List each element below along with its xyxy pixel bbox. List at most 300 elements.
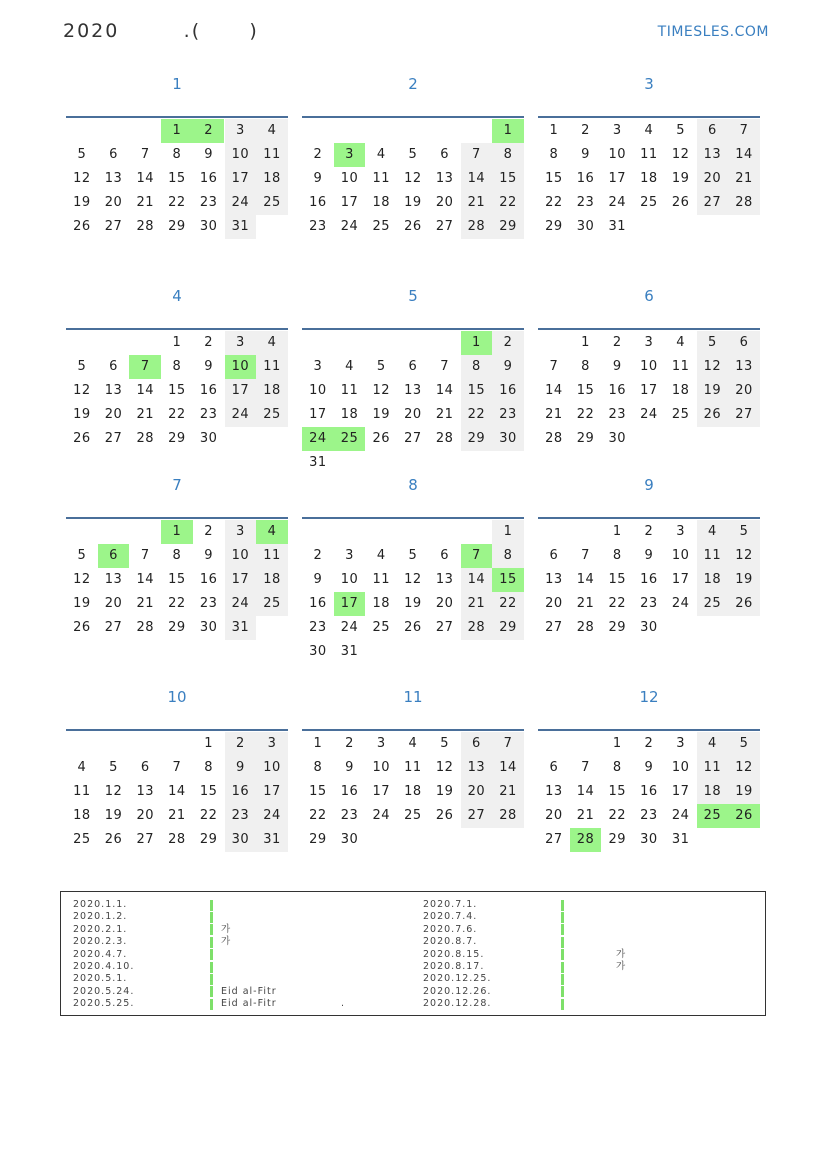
holiday-name: 가 (221, 936, 232, 948)
month-header-rule (302, 116, 524, 118)
day-cell: 23 (199, 407, 218, 422)
month-header-rule (538, 116, 760, 118)
day-cell: 31 (256, 828, 288, 852)
holiday-marker (210, 986, 213, 997)
holiday-marker (561, 912, 564, 923)
day-cell: 17 (225, 379, 257, 403)
day-cell: 9 (313, 572, 323, 587)
day-cell: 5 (77, 359, 87, 374)
holiday-marker (561, 949, 564, 960)
day-cell: 21 (545, 407, 563, 422)
day-cell: 17 (309, 407, 327, 422)
day-cell: 20 (728, 379, 760, 403)
day-cell: 7 (140, 548, 150, 563)
day-cell: 24 (340, 620, 359, 635)
day-cell: 9 (313, 171, 323, 186)
day-cell: 2 (204, 335, 214, 350)
day-cell: 26 (404, 219, 422, 234)
day-cell: 31 (671, 832, 690, 847)
day-cell: 30 (492, 427, 524, 451)
month-label: 5 (408, 287, 418, 305)
day-cell: 6 (140, 760, 150, 775)
day-cell: 8 (612, 760, 622, 775)
day-cell: 2 (313, 147, 323, 162)
holiday-date: 2020.12.28. (423, 998, 492, 1010)
holiday-date: 2020.7.1. (423, 899, 478, 910)
day-cell: 19 (73, 195, 91, 210)
day-cell: 28 (435, 431, 454, 446)
day-cell: 25 (697, 592, 729, 616)
day-cell: 3 (256, 732, 288, 756)
day-cell: 14 (576, 784, 595, 799)
day-cell: 15 (608, 572, 626, 587)
day-cell: 10 (309, 383, 327, 398)
day-cell: 23 (576, 195, 595, 210)
day-cell: 15 (492, 568, 524, 592)
day-cell: 4 (256, 331, 288, 355)
day-cell: 8 (492, 143, 524, 167)
day-cell: 24 (671, 808, 690, 823)
day-cell: 9 (612, 359, 622, 374)
day-cell: 5 (440, 736, 450, 751)
day-cell: 1 (581, 335, 590, 350)
day-cell: 29 (168, 431, 186, 446)
day-cell: 12 (372, 383, 390, 398)
day-cell: 22 (168, 596, 186, 611)
day-cell: 28 (136, 219, 154, 234)
day-cell: 26 (404, 620, 422, 635)
day-cell: 3 (676, 736, 686, 751)
day-cell: 6 (440, 548, 450, 563)
day-cell: 22 (461, 403, 493, 427)
day-cell: 18 (256, 379, 288, 403)
holiday-marker (210, 924, 213, 935)
day-cell: 26 (73, 431, 91, 446)
holiday-date: 2020.7.6. (423, 923, 478, 935)
day-cell: 14 (461, 568, 493, 592)
day-cell: 9 (345, 760, 354, 775)
day-cell: 20 (435, 195, 454, 210)
day-cell: 8 (492, 544, 524, 568)
day-cell: 10 (372, 760, 390, 775)
day-cell: 25 (640, 195, 658, 210)
day-cell: 2 (644, 736, 654, 751)
day-cell: 6 (461, 732, 493, 756)
day-cell: 6 (549, 548, 559, 563)
day-cell: 11 (640, 147, 658, 162)
day-cell: 1 (461, 331, 493, 355)
day-cell: 2 (581, 123, 590, 138)
calendar-title: 2020 .( ) (63, 20, 259, 42)
day-cell: 2 (345, 736, 354, 751)
day-cell: 27 (545, 832, 563, 847)
day-cell: 14 (492, 756, 524, 780)
holiday-date: 2020.4.7. (73, 948, 128, 960)
day-cell: 28 (168, 832, 186, 847)
day-cell: 23 (640, 596, 658, 611)
day-cell: 14 (136, 572, 154, 587)
day-cell: 20 (435, 596, 454, 611)
day-cell: 20 (136, 808, 154, 823)
day-cell: 9 (204, 147, 214, 162)
day-cell: 15 (199, 784, 218, 799)
day-cell: 13 (545, 572, 563, 587)
day-cell: 19 (697, 379, 729, 403)
holiday-date: 2020.8.7. (423, 936, 478, 948)
day-cell: 3 (345, 548, 354, 563)
day-cell: 12 (73, 383, 91, 398)
day-cell: 15 (168, 171, 186, 186)
day-cell: 26 (73, 219, 91, 234)
month-header-rule (538, 328, 760, 330)
day-cell: 2 (193, 119, 225, 143)
day-cell: 20 (545, 808, 563, 823)
day-cell: 3 (225, 520, 257, 544)
day-cell: 17 (372, 784, 390, 799)
day-cell: 26 (697, 403, 729, 427)
day-cell: 27 (728, 403, 760, 427)
day-cell: 19 (73, 407, 91, 422)
day-cell: 18 (256, 568, 288, 592)
day-cell: 10 (340, 171, 359, 186)
day-cell: 10 (608, 147, 626, 162)
day-cell: 20 (404, 407, 422, 422)
holiday-marker (561, 924, 564, 935)
day-cell: 10 (225, 355, 257, 379)
day-cell: 10 (256, 756, 288, 780)
holiday-list (60, 891, 766, 1016)
day-cell: 5 (728, 732, 760, 756)
day-cell: 2 (644, 524, 654, 539)
day-cell: 16 (640, 784, 658, 799)
day-cell: 17 (334, 592, 366, 616)
day-cell: 6 (549, 760, 559, 775)
day-cell: 6 (440, 147, 450, 162)
day-cell: 4 (77, 760, 87, 775)
day-cell: 16 (492, 379, 524, 403)
day-cell: 17 (671, 784, 690, 799)
day-cell: 24 (608, 195, 626, 210)
day-cell: 17 (256, 780, 288, 804)
day-cell: 24 (256, 804, 288, 828)
holiday-date: 2020.7.4. (423, 911, 478, 923)
day-cell: 21 (136, 195, 154, 210)
holiday-name: 가 (221, 923, 232, 935)
day-cell: 3 (376, 736, 386, 751)
day-cell: 10 (340, 572, 359, 587)
day-cell: 13 (104, 171, 123, 186)
day-cell: 6 (408, 359, 418, 374)
day-cell: 25 (671, 407, 690, 422)
day-cell: 7 (581, 548, 590, 563)
day-cell: 24 (302, 427, 334, 451)
holiday-date: 2020.2.3. (73, 936, 128, 948)
day-cell: 16 (576, 171, 595, 186)
month-label: 7 (172, 476, 182, 494)
day-cell: 6 (109, 147, 118, 162)
day-cell: 13 (136, 784, 154, 799)
day-cell: 13 (697, 143, 729, 167)
day-cell: 12 (73, 572, 91, 587)
day-cell: 10 (640, 359, 658, 374)
day-cell: 23 (608, 407, 626, 422)
day-cell: 19 (404, 195, 422, 210)
day-cell: 19 (671, 171, 690, 186)
day-cell: 27 (104, 431, 123, 446)
day-cell: 31 (340, 644, 359, 659)
day-cell: 25 (73, 832, 91, 847)
day-cell: 7 (461, 544, 493, 568)
day-cell: 25 (372, 219, 390, 234)
day-cell: 1 (161, 520, 193, 544)
month-label: 2 (408, 75, 418, 93)
day-cell: 29 (492, 215, 524, 239)
day-cell: 4 (408, 736, 418, 751)
month-label: 10 (167, 688, 187, 706)
day-cell: 16 (199, 171, 218, 186)
day-cell: 14 (136, 383, 154, 398)
day-cell: 15 (608, 784, 626, 799)
day-cell: 21 (728, 167, 760, 191)
day-cell: 11 (340, 383, 359, 398)
day-cell: 27 (104, 219, 123, 234)
day-cell: 1 (492, 520, 524, 544)
day-cell: 16 (309, 195, 327, 210)
day-cell: 25 (697, 804, 729, 828)
day-cell: 14 (545, 383, 563, 398)
day-cell: 12 (728, 756, 760, 780)
day-cell: 15 (168, 572, 186, 587)
day-cell: 31 (309, 455, 327, 470)
holiday-marker (561, 900, 564, 911)
month-header-rule (538, 517, 760, 519)
day-cell: 5 (676, 123, 686, 138)
day-cell: 24 (671, 596, 690, 611)
day-cell: 11 (697, 756, 729, 780)
day-cell: 18 (372, 596, 390, 611)
day-cell: 29 (545, 219, 563, 234)
day-cell: 1 (612, 736, 622, 751)
day-cell: 27 (697, 191, 729, 215)
day-cell: 29 (576, 431, 595, 446)
day-cell: 16 (199, 572, 218, 587)
day-cell: 22 (309, 808, 327, 823)
day-cell: 21 (136, 407, 154, 422)
day-cell: 27 (435, 620, 454, 635)
day-cell: 12 (728, 544, 760, 568)
day-cell: 16 (608, 383, 626, 398)
day-cell: 23 (199, 195, 218, 210)
day-cell: 1 (172, 335, 182, 350)
holiday-date: 2020.12.26. (423, 985, 492, 997)
day-cell: 7 (728, 119, 760, 143)
day-cell: 11 (671, 359, 690, 374)
day-cell: 19 (104, 808, 123, 823)
holiday-marker (210, 999, 213, 1010)
holiday-marker (561, 999, 564, 1010)
holiday-date: 2020.1.2. (73, 911, 128, 923)
holiday-date: 2020.5.25. (73, 998, 135, 1010)
day-cell: 24 (225, 592, 257, 616)
day-cell: 26 (372, 431, 390, 446)
day-cell: 23 (640, 808, 658, 823)
day-cell: 28 (461, 215, 493, 239)
day-cell: 12 (404, 171, 422, 186)
day-cell: 29 (608, 832, 626, 847)
month-label: 9 (644, 476, 654, 494)
day-cell: 11 (372, 171, 390, 186)
day-cell: 5 (408, 147, 418, 162)
month-label: 4 (172, 287, 182, 305)
day-cell: 16 (309, 596, 327, 611)
day-cell: 21 (136, 596, 154, 611)
day-cell: 9 (644, 548, 654, 563)
day-cell: 8 (172, 147, 182, 162)
day-cell: 22 (608, 808, 626, 823)
day-cell: 15 (492, 167, 524, 191)
day-cell: 30 (640, 832, 658, 847)
day-cell: 13 (435, 572, 454, 587)
month-label: 6 (644, 287, 654, 305)
holiday-marker (210, 974, 213, 985)
day-cell: 11 (256, 544, 288, 568)
day-cell: 28 (461, 616, 493, 640)
day-cell: 17 (640, 383, 658, 398)
holiday-marker (210, 962, 213, 973)
day-cell: 1 (313, 736, 323, 751)
day-cell: 27 (545, 620, 563, 635)
day-cell: 27 (435, 219, 454, 234)
day-cell: 11 (697, 544, 729, 568)
day-cell: 23 (309, 219, 327, 234)
day-cell: 1 (549, 123, 559, 138)
day-cell: 26 (671, 195, 690, 210)
day-cell: 13 (728, 355, 760, 379)
day-cell: 17 (225, 568, 257, 592)
holiday-date: 2020.8.15. (423, 948, 485, 960)
month-label: 11 (403, 688, 423, 706)
day-cell: 12 (73, 171, 91, 186)
day-cell: 6 (109, 359, 118, 374)
day-cell: 20 (104, 195, 123, 210)
holiday-date: 2020.12.25. (423, 973, 492, 985)
month-header-rule (302, 328, 524, 330)
day-cell: 22 (492, 191, 524, 215)
day-cell: 4 (256, 520, 288, 544)
day-cell: 4 (376, 548, 386, 563)
day-cell: 19 (372, 407, 390, 422)
holiday-marker (561, 974, 564, 985)
month-header-rule (302, 517, 524, 519)
day-cell: 22 (199, 808, 218, 823)
day-cell: 29 (168, 219, 186, 234)
day-cell: 5 (77, 147, 87, 162)
day-cell: 5 (77, 548, 87, 563)
day-cell: 4 (345, 359, 354, 374)
day-cell: 9 (581, 147, 590, 162)
day-cell: 15 (309, 784, 327, 799)
day-cell: 9 (644, 760, 654, 775)
day-cell: 13 (404, 383, 422, 398)
holiday-name: Eid al-Fitr . (221, 998, 345, 1010)
day-cell: 30 (340, 832, 359, 847)
day-cell: 16 (640, 572, 658, 587)
day-cell: 8 (461, 355, 493, 379)
day-cell: 18 (697, 568, 729, 592)
day-cell: 20 (461, 780, 493, 804)
day-cell: 14 (168, 784, 186, 799)
day-cell: 14 (576, 572, 595, 587)
site-logo[interactable]: TIMESLES.COM (657, 24, 769, 40)
day-cell: 24 (372, 808, 390, 823)
day-cell: 18 (73, 808, 91, 823)
day-cell: 22 (608, 596, 626, 611)
day-cell: 11 (256, 355, 288, 379)
day-cell: 21 (492, 780, 524, 804)
holiday-marker (210, 912, 213, 923)
day-cell: 26 (73, 620, 91, 635)
day-cell: 3 (644, 335, 654, 350)
day-cell: 22 (168, 195, 186, 210)
day-cell: 5 (376, 359, 386, 374)
holiday-marker (561, 962, 564, 973)
day-cell: 28 (570, 828, 602, 852)
day-cell: 26 (728, 592, 760, 616)
day-cell: 30 (640, 620, 658, 635)
day-cell: 2 (225, 732, 257, 756)
day-cell: 1 (204, 736, 214, 751)
day-cell: 7 (129, 355, 161, 379)
holiday-marker (210, 937, 213, 948)
day-cell: 7 (549, 359, 559, 374)
day-cell: 22 (576, 407, 595, 422)
day-cell: 21 (461, 191, 493, 215)
month-header-rule (538, 729, 760, 731)
day-cell: 15 (168, 383, 186, 398)
day-cell: 13 (461, 756, 493, 780)
day-cell: 9 (492, 355, 524, 379)
day-cell: 17 (340, 195, 359, 210)
day-cell: 26 (728, 804, 760, 828)
day-cell: 16 (199, 383, 218, 398)
day-cell: 10 (671, 760, 690, 775)
day-cell: 10 (225, 544, 257, 568)
day-cell: 5 (697, 331, 729, 355)
day-cell: 28 (136, 431, 154, 446)
day-cell: 11 (404, 760, 422, 775)
day-cell: 12 (697, 355, 729, 379)
day-cell: 19 (728, 780, 760, 804)
day-cell: 30 (199, 431, 218, 446)
day-cell: 23 (225, 804, 257, 828)
day-cell: 31 (225, 616, 257, 640)
day-cell: 30 (608, 431, 626, 446)
day-cell: 1 (161, 119, 193, 143)
day-cell: 18 (671, 383, 690, 398)
day-cell: 21 (435, 407, 454, 422)
holiday-name: 가 (616, 948, 627, 960)
day-cell: 23 (199, 596, 218, 611)
day-cell: 20 (697, 167, 729, 191)
holiday-marker (561, 986, 564, 997)
day-cell: 10 (671, 548, 690, 563)
day-cell: 27 (461, 804, 493, 828)
day-cell: 6 (98, 544, 130, 568)
day-cell: 23 (340, 808, 359, 823)
day-cell: 6 (697, 119, 729, 143)
day-cell: 25 (372, 620, 390, 635)
day-cell: 29 (309, 832, 327, 847)
